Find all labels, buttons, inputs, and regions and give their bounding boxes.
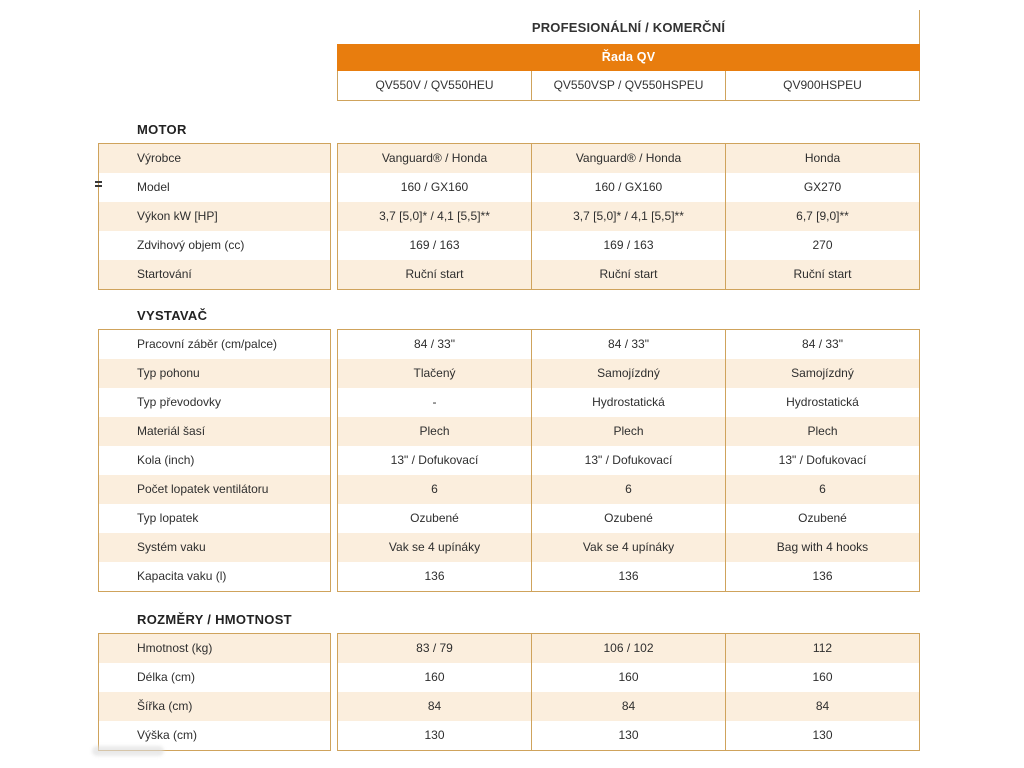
spec-value-cell: 84	[531, 692, 725, 721]
spec-row-values	[338, 173, 919, 202]
spec-row-values	[338, 359, 919, 388]
scan-smudge	[92, 746, 164, 756]
spec-value-cell: 160	[531, 663, 725, 692]
series-band: Řada QV	[337, 44, 920, 71]
model-header-row	[337, 71, 920, 101]
spec-row-label: Model	[137, 180, 170, 194]
spec-value-cell: Samojízdný	[725, 359, 919, 388]
spec-value-cell: 112	[725, 634, 919, 663]
spec-value-columns	[337, 329, 920, 592]
spec-value-cell: 84 / 33"	[531, 330, 725, 359]
spec-value-cell: 6	[431, 482, 438, 496]
spec-value-cell: Samojízdný	[531, 359, 725, 388]
spec-row-values	[338, 260, 919, 289]
spec-row-label: Počet lopatek ventilátoru	[99, 475, 330, 504]
spec-value-cell: 136	[424, 569, 445, 583]
spec-row-values	[338, 417, 919, 446]
spec-value-cell: 169 / 163	[531, 231, 725, 260]
spec-value-cell: 84	[725, 692, 919, 721]
spec-value-cell: 160	[725, 663, 919, 692]
model-column-header: QV550V / QV550HEU	[375, 78, 494, 92]
spec-row-values	[338, 562, 919, 591]
stray-print-mark	[95, 181, 102, 187]
spec-row-label: Hmotnost (kg)	[99, 634, 330, 663]
spec-value-cell: Vak se 4 upínáky	[531, 533, 725, 562]
spec-value-cell: 106 / 102	[531, 634, 725, 663]
spec-row-label: Systém vaku	[99, 533, 330, 562]
spec-value-cell: Ruční start	[531, 260, 725, 289]
spec-value-cell: 169 / 163	[409, 238, 460, 252]
model-column-header: QV900HSPEU	[725, 71, 919, 100]
section-title: ROZMĚRY / HMOTNOST	[137, 612, 292, 627]
spec-value-cell: 6	[531, 475, 725, 504]
spec-row-label: Typ pohonu	[99, 359, 330, 388]
spec-value-cell: Ozubené	[410, 511, 459, 525]
spec-value-cell: 6	[725, 475, 919, 504]
spec-row-values	[338, 388, 919, 417]
spec-value-cell: Bag with 4 hooks	[725, 533, 919, 562]
spec-row-values	[338, 144, 919, 173]
spec-value-cell: 13" / Dofukovací	[390, 453, 479, 467]
spec-value-cell: Hydrostatická	[531, 388, 725, 417]
spec-value-cell: 83 / 79	[416, 641, 453, 655]
spec-value-cell: 13" / Dofukovací	[531, 446, 725, 475]
spec-value-cell: Tlačený	[413, 366, 456, 380]
spec-value-cell: 3,7 [5,0]* / 4,1 [5,5]**	[531, 202, 725, 231]
spec-value-cell: 136	[725, 562, 919, 591]
spec-row-label: Pracovní záběr (cm/palce)	[137, 337, 278, 351]
spec-value-cell: Vanguard® / Honda	[531, 144, 725, 173]
category-header: PROFESIONÁLNÍ / KOMERČNÍ	[531, 20, 726, 35]
section-title: VYSTAVAČ	[137, 308, 208, 323]
spec-label-column	[98, 143, 331, 290]
spec-row-values	[338, 504, 919, 533]
spec-value-cell: Ozubené	[531, 504, 725, 533]
spec-row-values	[338, 692, 919, 721]
spec-row-label: Šířka (cm)	[99, 692, 330, 721]
spec-value-cell: Hydrostatická	[725, 388, 919, 417]
spec-row-label: Materiál šasí	[99, 417, 330, 446]
spec-row-label: Výkon kW [HP]	[99, 202, 330, 231]
spec-row-label: Kola (inch)	[137, 453, 195, 467]
spec-row-label: Výška (cm)	[137, 728, 197, 742]
model-column-header: QV550VSP / QV550HSPEU	[531, 71, 725, 100]
spec-value-cell: 3,7 [5,0]* / 4,1 [5,5]**	[379, 209, 490, 223]
spec-value-cell: Ruční start	[725, 260, 919, 289]
spec-value-cell: 130	[531, 721, 725, 750]
spec-value-cell: 13" / Dofukovací	[725, 446, 919, 475]
spec-value-cell: 160 / GX160	[531, 173, 725, 202]
spec-value-cell: 130	[725, 721, 919, 750]
spec-value-cell: 270	[725, 231, 919, 260]
spec-value-cell: 136	[531, 562, 725, 591]
spec-row-label: Typ lopatek	[137, 511, 199, 525]
spec-value-cell: Plech	[531, 417, 725, 446]
section-title: MOTOR	[137, 122, 187, 137]
spec-row-label: Délka (cm)	[137, 670, 196, 684]
spec-value-cell: -	[432, 395, 437, 409]
spec-row-values	[338, 721, 919, 750]
spec-row-values	[338, 202, 919, 231]
spec-value-cell: Plech	[725, 417, 919, 446]
spec-value-cell: 84 / 33"	[725, 330, 919, 359]
spec-row-values	[338, 231, 919, 260]
spec-label-column	[98, 329, 331, 592]
spec-row-label: Výrobce	[99, 144, 330, 173]
spec-row-label: Kapacita vaku (l)	[137, 569, 227, 583]
spec-value-cell: Ruční start	[405, 267, 464, 281]
spec-value-columns	[337, 143, 920, 290]
spec-value-cell: Plech	[419, 424, 450, 438]
spec-value-cell: Vak se 4 upínáky	[388, 540, 481, 554]
spec-value-cell: Vanguard® / Honda	[381, 151, 488, 165]
spec-value-cell: 160	[424, 670, 445, 684]
spec-row-label: Typ převodovky	[137, 395, 222, 409]
spec-value-cell: Honda	[725, 144, 919, 173]
spec-value-columns	[337, 633, 920, 751]
spec-row-label: Zdvihový objem (cc)	[137, 238, 245, 252]
spec-value-cell: GX270	[725, 173, 919, 202]
spec-row-values	[338, 475, 919, 504]
spec-row-values	[338, 634, 919, 663]
spec-value-cell: 84 / 33"	[414, 337, 455, 351]
spec-value-cell: 160 / GX160	[400, 180, 469, 194]
spec-value-cell: 84	[427, 699, 442, 713]
spec-row-values	[338, 446, 919, 475]
spec-row-values	[338, 330, 919, 359]
spec-row-values	[338, 663, 919, 692]
spec-row-label: Startování	[99, 260, 330, 289]
spec-value-cell: Ozubené	[725, 504, 919, 533]
spec-row-values	[338, 533, 919, 562]
spec-label-column	[98, 633, 331, 751]
spec-value-cell: 6,7 [9,0]**	[725, 202, 919, 231]
spec-value-cell: 130	[424, 728, 445, 742]
